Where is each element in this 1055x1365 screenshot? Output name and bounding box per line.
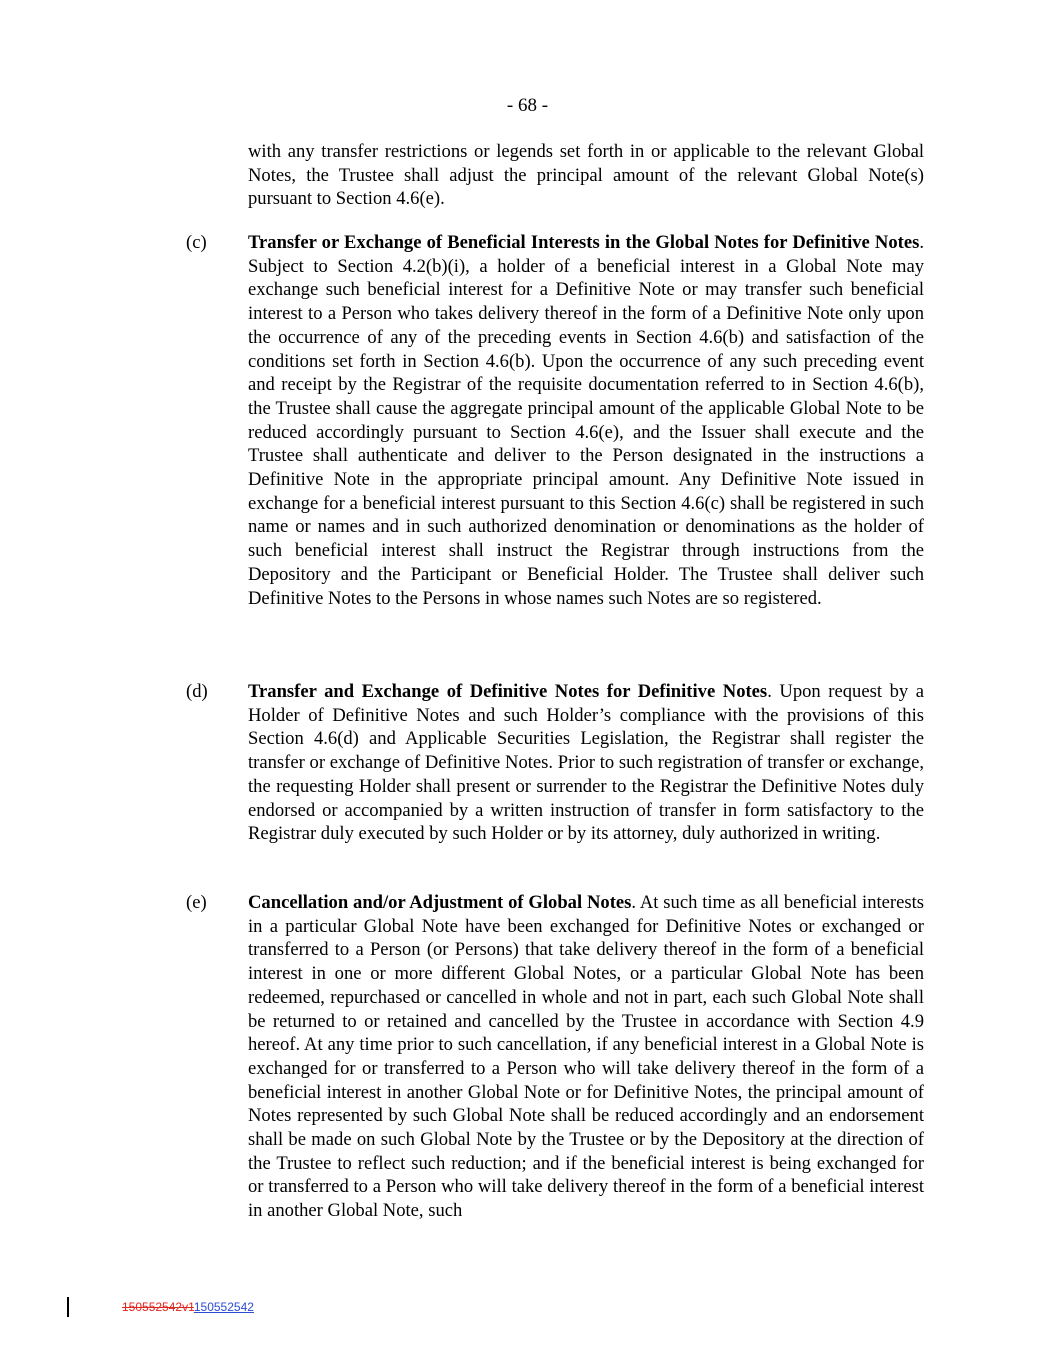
section-d-paragraph: [248, 680, 924, 846]
section-e-body: . At such time as all beneficial interests in a particular Global Note have been exchanged for Definitive Notes or exchanged or transferred to a Person (or Persons) that take delivery thereof in the form of a beneficial interest in one or more different Global Notes, or a particular Global Note has been redeemed, repurchased or cancelled in whole and not in part, each such Global Note shall be returned to or retained and cancelled by the Trustee in accordance with Section 4.9 hereof. At any time prior to such cancellation, if any beneficial interest in a Global Note is exchanged for or transferred to a Person who will take delivery thereof in the form of a beneficial interest in another Global Note or for Definitive Notes, the principal amount of Notes represented by such Global Note shall be reduced accordingly and an endorsement shall be made on such Global Note by the Trustee or by the Depository at the direction of the Trustee to reflect such reduction; and if the beneficial interest is being exchanged for or transferred to a Person who will take delivery thereof in the form of a beneficial interest in another Global Note, such: [248, 892, 924, 1222]
document-id-footer: [122, 1299, 254, 1315]
section-c-label: (c): [186, 232, 207, 253]
page-number: - 68 -: [506, 95, 549, 116]
section-e-heading: Cancellation and/or Adjustment of Global Notes: [248, 892, 632, 913]
deleted-document-id: 150552542v1: [122, 1300, 194, 1314]
section-d-heading: Transfer and Exchange of Definitive Notes for Definitive Notes: [248, 681, 768, 702]
section-c-heading: Transfer or Exchange of Beneficial Interests in the Global Notes for Definitive Notes: [248, 232, 920, 253]
change-bar: [67, 1297, 69, 1317]
section-d-body: . Upon request by a Holder of Definitive Notes and such Holder’s compliance with the provisions of this Section 4.6(d) and Applicable Securities Legislation, the Registrar shall register the transfer or exchange of Definitive Notes. Prior to such registration of transfer or exchange, the requesting Holder shall present or surrender to the Registrar the Definitive Notes duly endorsed or accompanied by a written instruction of transfer in form satisfactory to the Registrar duly executed by such Holder or by its attorney, duly authorized in writing.: [248, 681, 924, 845]
inserted-document-id: 150552542: [193, 1300, 254, 1314]
section-e-paragraph: [248, 891, 924, 1223]
section-e-label: (e): [186, 892, 207, 913]
section-c-body: . Subject to Section 4.2(b)(i), a holder of a beneficial interest in a Global Note may exchange such beneficial interest for a Definitive Note or may transfer such beneficial interest to a Person who takes delivery thereof in the form of a Definitive Note only upon the occurrence of any of the preceding events in Section 4.6(b) and satisfaction of the conditions set forth in Section 4.6(b). Upon the occurrence of any such preceding event and receipt by the Registrar of the requisite documentation referred to in Section 4.6(b), the Trustee shall cause the aggregate principal amount of the applicable Global Note to be reduced accordingly pursuant to Section 4.6(e), and the Issuer shall execute and the Trustee shall authenticate and deliver to the Person designated in the instructions a Definitive Note in the appropriate principal amount. Any Definitive Note issued in exchange for a beneficial interest pursuant to this Section 4.6(c) shall be registered in such name or names and in such authorized denomination or denominations as the holder of such beneficial interest shall instruct the Registrar through instructions from the Depository and the Participant or Beneficial Holder. The Trustee shall deliver such Definitive Notes to the Persons in whose names such Notes are so registered.: [248, 232, 924, 609]
section-d-label: (d): [186, 681, 208, 702]
continuation-paragraph: with any transfer restrictions or legends set forth in or applicable to the relevant Global Notes, the Trustee shall adjust the principal amount of the relevant Global Note(s) pursuant to Section 4.6(e).: [248, 141, 924, 210]
section-c-paragraph: [248, 231, 924, 610]
